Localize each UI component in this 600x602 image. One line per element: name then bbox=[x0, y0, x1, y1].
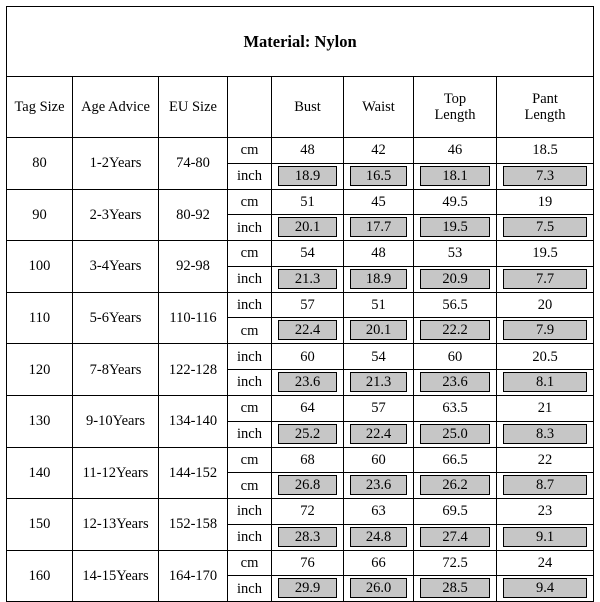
waist-value-inch-cell bbox=[344, 318, 414, 344]
top-length-value-inch-cell bbox=[414, 524, 497, 550]
bust-value-cm: 68 bbox=[272, 447, 344, 473]
pant-length-value-inch: 9.4 bbox=[503, 578, 587, 598]
bust-value-inch-cell bbox=[272, 421, 344, 447]
pant-length-value-inch-cell bbox=[497, 473, 594, 499]
pant-length-value-inch: 8.3 bbox=[503, 424, 587, 444]
bust-value-inch: 18.9 bbox=[278, 166, 337, 186]
waist-value-inch-cell bbox=[344, 369, 414, 395]
top-length-value-cm: 53 bbox=[414, 241, 497, 267]
waist-value-inch: 24.8 bbox=[350, 527, 407, 547]
eu-size-cell: 110-116 bbox=[159, 292, 228, 344]
top-length-value-inch-cell bbox=[414, 576, 497, 602]
age-advice-cell: 9-10Years bbox=[73, 395, 159, 447]
bust-value-inch-cell bbox=[272, 266, 344, 292]
bust-value-inch: 23.6 bbox=[278, 372, 337, 392]
top-length-value-inch-cell bbox=[414, 163, 497, 189]
waist-value-inch-cell bbox=[344, 421, 414, 447]
waist-value-inch-cell bbox=[344, 524, 414, 550]
tag-size-cell: 160 bbox=[7, 550, 73, 602]
waist-value-cm: 57 bbox=[344, 395, 414, 421]
pant-length-value-cm: 24 bbox=[497, 550, 594, 576]
pant-length-value-inch: 7.3 bbox=[503, 166, 587, 186]
pant-length-value-inch-cell bbox=[497, 266, 594, 292]
pant-length-value-inch: 7.9 bbox=[503, 320, 587, 340]
waist-value-inch: 22.4 bbox=[350, 424, 407, 444]
header-waist: Waist bbox=[344, 77, 414, 138]
pant-length-value-inch: 7.5 bbox=[503, 217, 587, 237]
waist-value-inch: 21.3 bbox=[350, 372, 407, 392]
unit-label: cm bbox=[228, 447, 272, 473]
header-tag-size: Tag Size bbox=[7, 77, 73, 138]
bust-value-inch-cell bbox=[272, 524, 344, 550]
top-length-value-cm: 46 bbox=[414, 138, 497, 164]
waist-value-inch-cell bbox=[344, 473, 414, 499]
top-length-value-inch: 19.5 bbox=[420, 217, 490, 237]
bust-value-inch: 21.3 bbox=[278, 269, 337, 289]
waist-value-cm: 54 bbox=[344, 344, 414, 370]
table-row-cm bbox=[7, 292, 594, 318]
pant-length-value-cm: 18.5 bbox=[497, 138, 594, 164]
pant-length-value-inch-cell bbox=[497, 163, 594, 189]
unit-label: cm bbox=[228, 395, 272, 421]
top-length-value-inch: 20.9 bbox=[420, 269, 490, 289]
waist-value-cm: 66 bbox=[344, 550, 414, 576]
tag-size-cell: 100 bbox=[7, 241, 73, 293]
top-length-value-inch-cell bbox=[414, 473, 497, 499]
top-length-value-inch: 22.2 bbox=[420, 320, 490, 340]
bust-value-inch: 26.8 bbox=[278, 475, 337, 495]
bust-value-cm: 48 bbox=[272, 138, 344, 164]
pant-length-value-inch-cell bbox=[497, 369, 594, 395]
size-chart-table bbox=[6, 6, 594, 602]
table-row-cm bbox=[7, 447, 594, 473]
header-pant-length-line2: Length bbox=[524, 107, 566, 123]
top-length-value-inch-cell bbox=[414, 266, 497, 292]
header-bust: Bust bbox=[272, 77, 344, 138]
pant-length-value-inch: 7.7 bbox=[503, 269, 587, 289]
age-advice-cell: 3-4Years bbox=[73, 241, 159, 293]
eu-size-cell: 80-92 bbox=[159, 189, 228, 241]
top-length-value-inch: 25.0 bbox=[420, 424, 490, 444]
waist-value-cm: 60 bbox=[344, 447, 414, 473]
pant-length-value-cm: 20 bbox=[497, 292, 594, 318]
top-length-value-cm: 56.5 bbox=[414, 292, 497, 318]
tag-size-cell: 150 bbox=[7, 499, 73, 551]
tag-size-cell: 80 bbox=[7, 138, 73, 190]
unit-label: inch bbox=[228, 369, 272, 395]
pant-length-value-cm: 23 bbox=[497, 499, 594, 525]
waist-value-cm: 48 bbox=[344, 241, 414, 267]
waist-value-inch: 16.5 bbox=[350, 166, 407, 186]
pant-length-value-cm: 20.5 bbox=[497, 344, 594, 370]
bust-value-inch: 22.4 bbox=[278, 320, 337, 340]
top-length-value-inch: 26.2 bbox=[420, 475, 490, 495]
eu-size-cell: 92-98 bbox=[159, 241, 228, 293]
bust-value-cm: 51 bbox=[272, 189, 344, 215]
tag-size-cell: 130 bbox=[7, 395, 73, 447]
waist-value-inch-cell bbox=[344, 266, 414, 292]
pant-length-value-inch: 9.1 bbox=[503, 527, 587, 547]
bust-value-inch-cell bbox=[272, 369, 344, 395]
top-length-value-inch: 18.1 bbox=[420, 166, 490, 186]
header-pant-length-line1: Pant bbox=[532, 91, 558, 107]
pant-length-value-inch-cell bbox=[497, 215, 594, 241]
bust-value-inch-cell bbox=[272, 163, 344, 189]
unit-label: inch bbox=[228, 344, 272, 370]
table-row-cm bbox=[7, 241, 594, 267]
pant-length-value-inch: 8.7 bbox=[503, 475, 587, 495]
top-length-value-inch: 27.4 bbox=[420, 527, 490, 547]
top-length-value-cm: 60 bbox=[414, 344, 497, 370]
top-length-value-cm: 66.5 bbox=[414, 447, 497, 473]
bust-value-cm: 72 bbox=[272, 499, 344, 525]
bust-value-cm: 54 bbox=[272, 241, 344, 267]
unit-label: inch bbox=[228, 266, 272, 292]
waist-value-inch: 20.1 bbox=[350, 320, 407, 340]
waist-value-cm: 63 bbox=[344, 499, 414, 525]
top-length-value-inch: 28.5 bbox=[420, 578, 490, 598]
unit-label: inch bbox=[228, 163, 272, 189]
pant-length-value-cm: 21 bbox=[497, 395, 594, 421]
unit-label: inch bbox=[228, 576, 272, 602]
eu-size-cell: 74-80 bbox=[159, 138, 228, 190]
age-advice-cell: 14-15Years bbox=[73, 550, 159, 602]
unit-label: inch bbox=[228, 421, 272, 447]
header-age-advice: Age Advice bbox=[73, 77, 159, 138]
table-row-cm bbox=[7, 395, 594, 421]
pant-length-value-inch-cell bbox=[497, 524, 594, 550]
table-row-cm bbox=[7, 550, 594, 576]
bust-value-cm: 76 bbox=[272, 550, 344, 576]
pant-length-value-inch: 8.1 bbox=[503, 372, 587, 392]
header-eu-size: EU Size bbox=[159, 77, 228, 138]
age-advice-cell: 7-8Years bbox=[73, 344, 159, 396]
bust-value-inch-cell bbox=[272, 473, 344, 499]
table-row-cm bbox=[7, 344, 594, 370]
age-advice-cell: 5-6Years bbox=[73, 292, 159, 344]
header-unit bbox=[228, 77, 272, 138]
unit-label: cm bbox=[228, 318, 272, 344]
bust-value-cm: 60 bbox=[272, 344, 344, 370]
table-row-cm bbox=[7, 138, 594, 164]
waist-value-cm: 51 bbox=[344, 292, 414, 318]
top-length-value-cm: 72.5 bbox=[414, 550, 497, 576]
pant-length-value-inch-cell bbox=[497, 421, 594, 447]
bust-value-inch: 29.9 bbox=[278, 578, 337, 598]
pant-length-value-cm: 19.5 bbox=[497, 241, 594, 267]
unit-label: inch bbox=[228, 292, 272, 318]
waist-value-cm: 42 bbox=[344, 138, 414, 164]
unit-label: inch bbox=[228, 215, 272, 241]
waist-value-inch-cell bbox=[344, 215, 414, 241]
top-length-value-cm: 63.5 bbox=[414, 395, 497, 421]
table-row-cm bbox=[7, 499, 594, 525]
top-length-value-inch-cell bbox=[414, 369, 497, 395]
age-advice-cell: 1-2Years bbox=[73, 138, 159, 190]
waist-value-cm: 45 bbox=[344, 189, 414, 215]
eu-size-cell: 144-152 bbox=[159, 447, 228, 499]
table-row-cm bbox=[7, 189, 594, 215]
tag-size-cell: 120 bbox=[7, 344, 73, 396]
unit-label: inch bbox=[228, 524, 272, 550]
age-advice-cell: 2-3Years bbox=[73, 189, 159, 241]
header-top-length-line1: Top bbox=[443, 91, 467, 107]
chart-title: Material: Nylon bbox=[7, 7, 594, 77]
top-length-value-inch: 23.6 bbox=[420, 372, 490, 392]
waist-value-inch: 18.9 bbox=[350, 269, 407, 289]
tag-size-cell: 140 bbox=[7, 447, 73, 499]
unit-label: cm bbox=[228, 189, 272, 215]
size-chart bbox=[6, 6, 593, 597]
pant-length-value-inch-cell bbox=[497, 576, 594, 602]
header-pant-length bbox=[497, 77, 594, 138]
size-chart-body bbox=[7, 138, 594, 602]
pant-length-value-cm: 22 bbox=[497, 447, 594, 473]
top-length-value-inch-cell bbox=[414, 318, 497, 344]
waist-value-inch-cell bbox=[344, 163, 414, 189]
age-advice-cell: 12-13Years bbox=[73, 499, 159, 551]
eu-size-cell: 134-140 bbox=[159, 395, 228, 447]
top-length-value-inch-cell bbox=[414, 421, 497, 447]
unit-label: cm bbox=[228, 138, 272, 164]
unit-label: cm bbox=[228, 550, 272, 576]
waist-value-inch: 26.0 bbox=[350, 578, 407, 598]
bust-value-inch-cell bbox=[272, 318, 344, 344]
pant-length-value-inch-cell bbox=[497, 318, 594, 344]
eu-size-cell: 152-158 bbox=[159, 499, 228, 551]
bust-value-cm: 64 bbox=[272, 395, 344, 421]
eu-size-cell: 164-170 bbox=[159, 550, 228, 602]
bust-value-inch-cell bbox=[272, 576, 344, 602]
unit-label: cm bbox=[228, 241, 272, 267]
waist-value-inch: 23.6 bbox=[350, 475, 407, 495]
bust-value-cm: 57 bbox=[272, 292, 344, 318]
header-top-length bbox=[414, 77, 497, 138]
top-length-value-cm: 49.5 bbox=[414, 189, 497, 215]
top-length-value-cm: 69.5 bbox=[414, 499, 497, 525]
unit-label: inch bbox=[228, 499, 272, 525]
bust-value-inch: 28.3 bbox=[278, 527, 337, 547]
tag-size-cell: 90 bbox=[7, 189, 73, 241]
header-row bbox=[7, 77, 594, 138]
tag-size-cell: 110 bbox=[7, 292, 73, 344]
pant-length-value-cm: 19 bbox=[497, 189, 594, 215]
waist-value-inch: 17.7 bbox=[350, 217, 407, 237]
age-advice-cell: 11-12Years bbox=[73, 447, 159, 499]
bust-value-inch-cell bbox=[272, 215, 344, 241]
unit-label: cm bbox=[228, 473, 272, 499]
header-top-length-line2: Length bbox=[434, 107, 476, 123]
eu-size-cell: 122-128 bbox=[159, 344, 228, 396]
bust-value-inch: 20.1 bbox=[278, 217, 337, 237]
waist-value-inch-cell bbox=[344, 576, 414, 602]
top-length-value-inch-cell bbox=[414, 215, 497, 241]
bust-value-inch: 25.2 bbox=[278, 424, 337, 444]
